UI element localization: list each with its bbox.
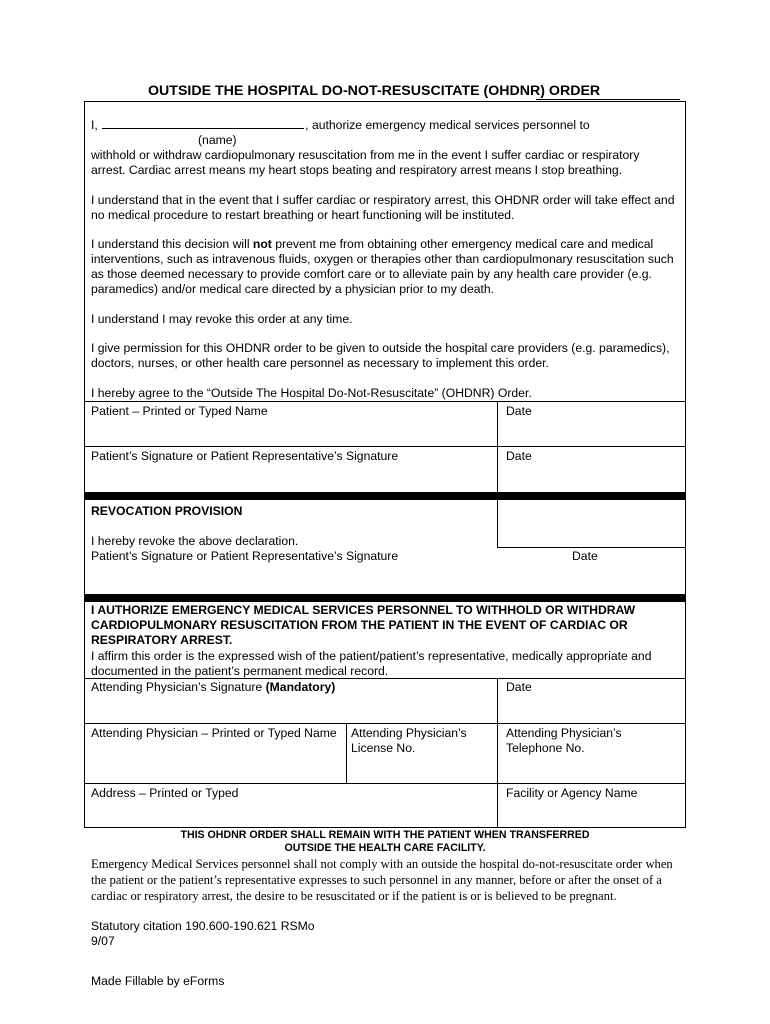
revocation-statement: I hereby revoke the above declaration. (91, 534, 299, 548)
paragraph-3-emphasis: not (252, 237, 272, 251)
name-caption: (name) (198, 133, 237, 147)
patient-name-field[interactable] (84, 402, 497, 446)
date-label: Date (506, 680, 532, 694)
physician-signature-field[interactable] (84, 679, 497, 723)
physician-telephone-field[interactable] (498, 724, 686, 783)
declaration-line-1 (91, 118, 590, 133)
authorization-heading: I AUTHORIZE EMERGENCY MEDICAL SERVICES PERSONNEL TO WITHHOLD OR WITHDRAW CARDIOPULMONARY RESUSCITATION FROM THE PATIENT IN THE EVENT OF CARDIAC OR RESPIRATORY ARREST. (91, 603, 636, 647)
statutory-citation: Statutory citation 190.600-190.621 RSMo (91, 919, 315, 933)
declaration-paragraph-6: I hereby agree to the “Outside The Hospital Do-Not-Resuscitate” (OHDNR) Order. (91, 386, 532, 400)
revocation-signature-field[interactable] (84, 548, 686, 594)
physician-signature-label (91, 680, 335, 695)
revision-date: 9/07 (91, 934, 115, 948)
authorization-affirmation: I affirm this order is the expressed wish of the patient/patient’s representative, medically appropriate and documented in the patient’s permanent medical record. (91, 649, 652, 678)
revocation-heading: REVOCATION PROVISION (91, 504, 243, 518)
declaration-paragraph-3 (91, 237, 681, 297)
footer-credit: Made Fillable by eForms (91, 974, 225, 988)
revocation-signature-label: Patient’s Signature or Patient Representative’s Signature (91, 549, 399, 563)
paragraph-3-end: prevent me from obtaining other emergency medical care and medical interventions, such as intravenous fluids, oxygen or therapies other than cardiopulmonary resuscitation such as those deemed necessary to provide comfort care or to alleviate pain by any health care provider (e.g. paramedics) and/or medical care directed by a physician prior to my death. (91, 237, 674, 296)
physician-name-field[interactable] (84, 724, 346, 783)
paragraph-3-start: I understand this decision will (91, 237, 253, 251)
declaration-paragraph-4: I understand I may revoke this order at any time. (91, 312, 353, 326)
declaration-paragraph-5: I give permission for this OHDNR order to be given to outside the hospital care providers (e.g. paramedics), doctors, nurses, or other health care personnel as necessary to implement this order. (91, 341, 670, 370)
physician-signature-date-field[interactable] (498, 679, 686, 723)
section-separator-bar (84, 594, 686, 602)
section-separator-bar (84, 492, 686, 500)
transfer-note: THIS OHDNR ORDER SHALL REMAIN WITH THE PATIENT WHEN TRANSFERRED OUTSIDE THE HEALTH CARE FACILITY. (180, 829, 590, 854)
patient-signature-field[interactable] (84, 447, 497, 492)
declaration-prefix: I, (91, 118, 98, 132)
declaration-line-3: withhold or withdraw cardiopulmonary resuscitation from me in the event I suffer cardiac or respiratory (91, 148, 640, 162)
facility-label: Facility or Agency Name (506, 786, 638, 800)
column-divider (497, 500, 498, 547)
declaration-line-4: arrest. Cardiac arrest means my heart stops beating and respiratory arrest means I stop breathing. (91, 163, 623, 177)
revocation-date-label: Date (572, 549, 598, 563)
physician-license-field[interactable] (347, 724, 497, 783)
physician-name-label: Attending Physician – Printed or Typed Name (91, 726, 337, 740)
facility-field[interactable] (498, 784, 686, 828)
patient-name-label: Patient – Printed or Typed Name (91, 404, 268, 418)
declaration-suffix: , authorize emergency medical services personnel to (305, 118, 590, 132)
physician-signature-text: Attending Physician’s Signature (91, 680, 266, 694)
address-label: Address – Printed or Typed (91, 786, 239, 800)
physician-telephone-label: Attending Physician’s Telephone No. (506, 726, 622, 755)
ems-note: Emergency Medical Services personnel shall not comply with an outside the hospital do-not-resuscitate order when the patient or the patient’s representative expresses to such personnel in any manner, before or after the onset of a cardiac or respiratory arrest, the desire to be resuscitated or if the patient is or is believed to be pregnant. (91, 857, 673, 903)
mandatory-note: (Mandatory) (265, 680, 336, 694)
date-label: Date (506, 404, 532, 418)
date-label: Date (506, 449, 532, 463)
patient-signature-date-field[interactable] (498, 447, 686, 492)
title-underline (536, 99, 680, 100)
physician-license-label: Attending Physician’s License No. (351, 726, 467, 755)
address-field[interactable] (84, 784, 497, 828)
page-title: OUTSIDE THE HOSPITAL DO-NOT-RESUSCITATE (OHDNR) ORDER (148, 83, 601, 99)
declaration-paragraph-2: I understand that in the event that I suffer cardiac or respiratory arrest, this OHDNR order will take effect and no medical procedure to restart breathing or heart functioning will be instituted. (91, 193, 675, 222)
patient-name-blank[interactable] (102, 118, 304, 129)
patient-name-date-field[interactable] (498, 402, 686, 446)
patient-signature-label: Patient’s Signature or Patient Representative’s Signature (91, 449, 399, 463)
